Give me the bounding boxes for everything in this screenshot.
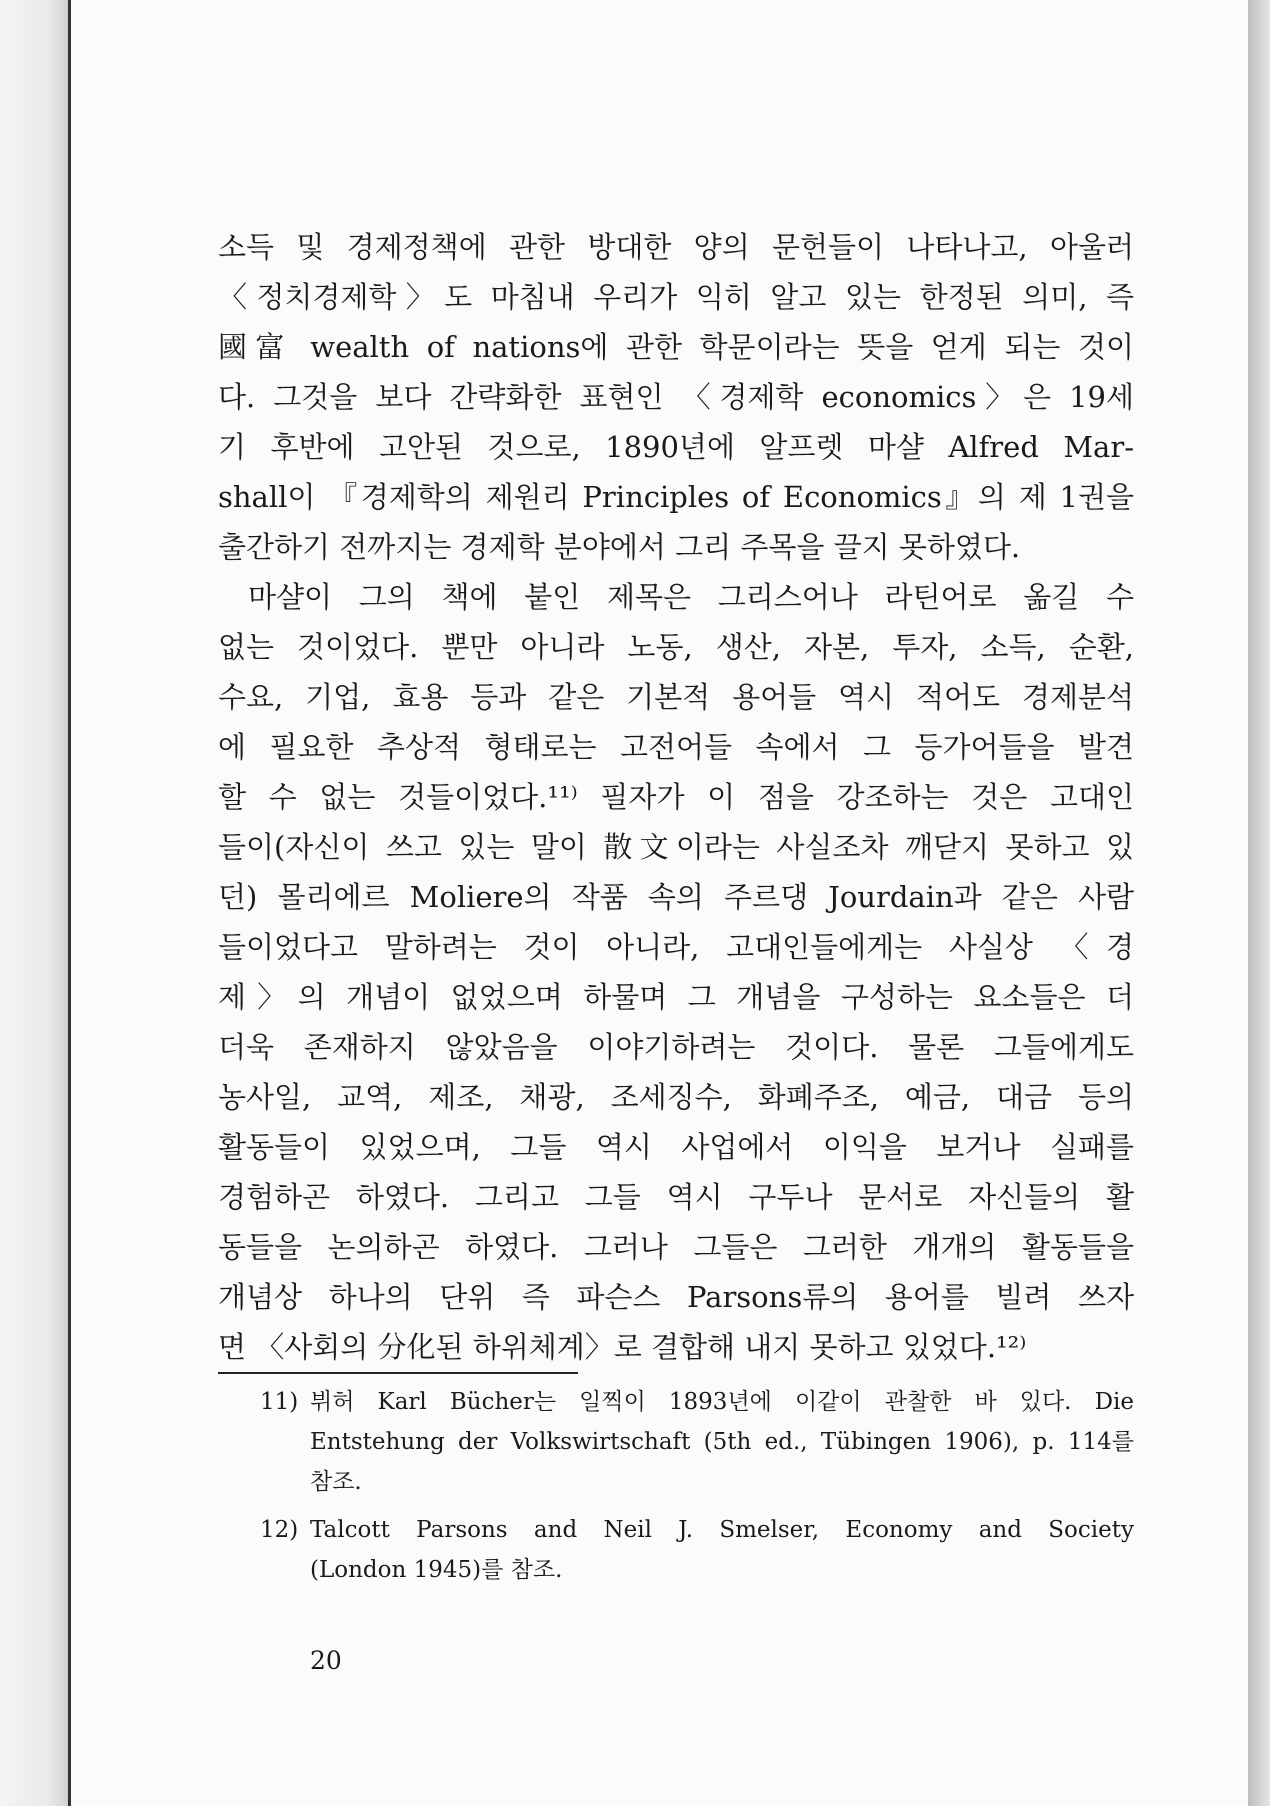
body-line: 할 수 없는 것들이었다.¹¹⁾ 필자가 이 점을 강조하는 것은 고대인: [218, 780, 1134, 814]
footnote-line: (London 1945)를 참조.: [310, 1557, 563, 1583]
footnotes: [260, 1382, 1134, 1598]
body-line: 소득 및 경제정책에 관한 방대한 양의 문헌들이 나타나고, 아울러: [218, 230, 1134, 264]
body-line: 기 후반에 고안된 것으로, 1890년에 알프렛 마샬 Alfred Mar-: [218, 430, 1134, 464]
body-line: 제〉의 개념이 없었으며 하물며 그 개념을 구성하는 요소들은 더: [218, 980, 1134, 1014]
body-line: 경험하곤 하였다. 그리고 그들 역시 구두나 문서로 자신들의 활: [218, 1180, 1134, 1214]
body-line: 활동들이 있었으며, 그들 역시 사업에서 이익을 보거나 실패를: [218, 1130, 1134, 1164]
body-line: 마샬이 그의 책에 붙인 제목은 그리스어나 라틴어로 옮길 수: [248, 580, 1134, 614]
footnote-separator: [218, 1372, 578, 1374]
body-line: 던) 몰리에르 Moliere의 작품 속의 주르댕 Jourdain과 같은 사람: [218, 880, 1134, 914]
body-line: 출간하기 전까지는 경제학 분야에서 그리 주목을 끌지 못하였다.: [218, 530, 1021, 564]
footnote-line: 참조.: [310, 1469, 362, 1495]
body-line: 에 필요한 추상적 형태로는 고전어들 속에서 그 등가어들을 발견: [218, 730, 1134, 764]
footnote-number: 12): [260, 1517, 299, 1543]
page-number: 20: [310, 1646, 342, 1675]
body-line: 개념상 하나의 단위 즉 파슨스 Parsons류의 용어를 빌려 쓰자: [218, 1280, 1134, 1314]
scan-right-edge: [1248, 0, 1270, 1806]
footnote-11: [260, 1382, 1134, 1502]
body-line: 〈정치경제학〉도 마침내 우리가 익히 알고 있는 한정된 의미, 즉: [218, 280, 1134, 314]
body-line: 더욱 존재하지 않았음을 이야기하려는 것이다. 물론 그들에게도: [218, 1030, 1134, 1064]
body-text: [218, 222, 1134, 1372]
footnote-line: Entstehung der Volkswirtschaft (5th ed., Tübingen 1906), p. 114를: [310, 1429, 1134, 1455]
body-line: 농사일, 교역, 제조, 채광, 조세징수, 화폐주조, 예금, 대금 등의: [218, 1080, 1134, 1114]
footnote-line: 뷔허 Karl Bücher는 일찍이 1893년에 이같이 관찰한 바 있다. Die: [310, 1389, 1134, 1415]
body-line: 다. 그것을 보다 간략화한 표현인 〈경제학 economics〉은 19세: [218, 380, 1134, 414]
footnote-12: [260, 1510, 1134, 1590]
body-line: 면 〈사회의 分化된 하위체계〉로 결합해 내지 못하고 있었다.¹²⁾: [218, 1330, 1027, 1364]
footnote-line: Talcott Parsons and Neil J. Smelser, Economy and Society: [310, 1517, 1134, 1543]
body-line: 들이(자신이 쓰고 있는 말이 散文이라는 사실조차 깨닫지 못하고 있: [218, 830, 1134, 864]
scan-left-margin: [0, 0, 70, 1806]
body-line: 동들을 논의하곤 하였다. 그러나 그들은 그러한 개개의 활동들을: [218, 1230, 1134, 1264]
body-line: shall이 『경제학의 제원리 Principles of Economics』의 제 1권을: [218, 480, 1134, 514]
footnote-number: 11): [260, 1389, 299, 1415]
body-line: 수요, 기업, 효용 등과 같은 기본적 용어들 역시 적어도 경제분석: [218, 680, 1134, 714]
body-line: 들이었다고 말하려는 것이 아니라, 고대인들에게는 사실상 〈경: [218, 930, 1134, 964]
body-line: 없는 것이었다. 뿐만 아니라 노동, 생산, 자본, 투자, 소득, 순환,: [218, 630, 1134, 664]
body-line: 國富 wealth of nations에 관한 학문이라는 뜻을 얻게 되는 것이: [218, 330, 1134, 364]
